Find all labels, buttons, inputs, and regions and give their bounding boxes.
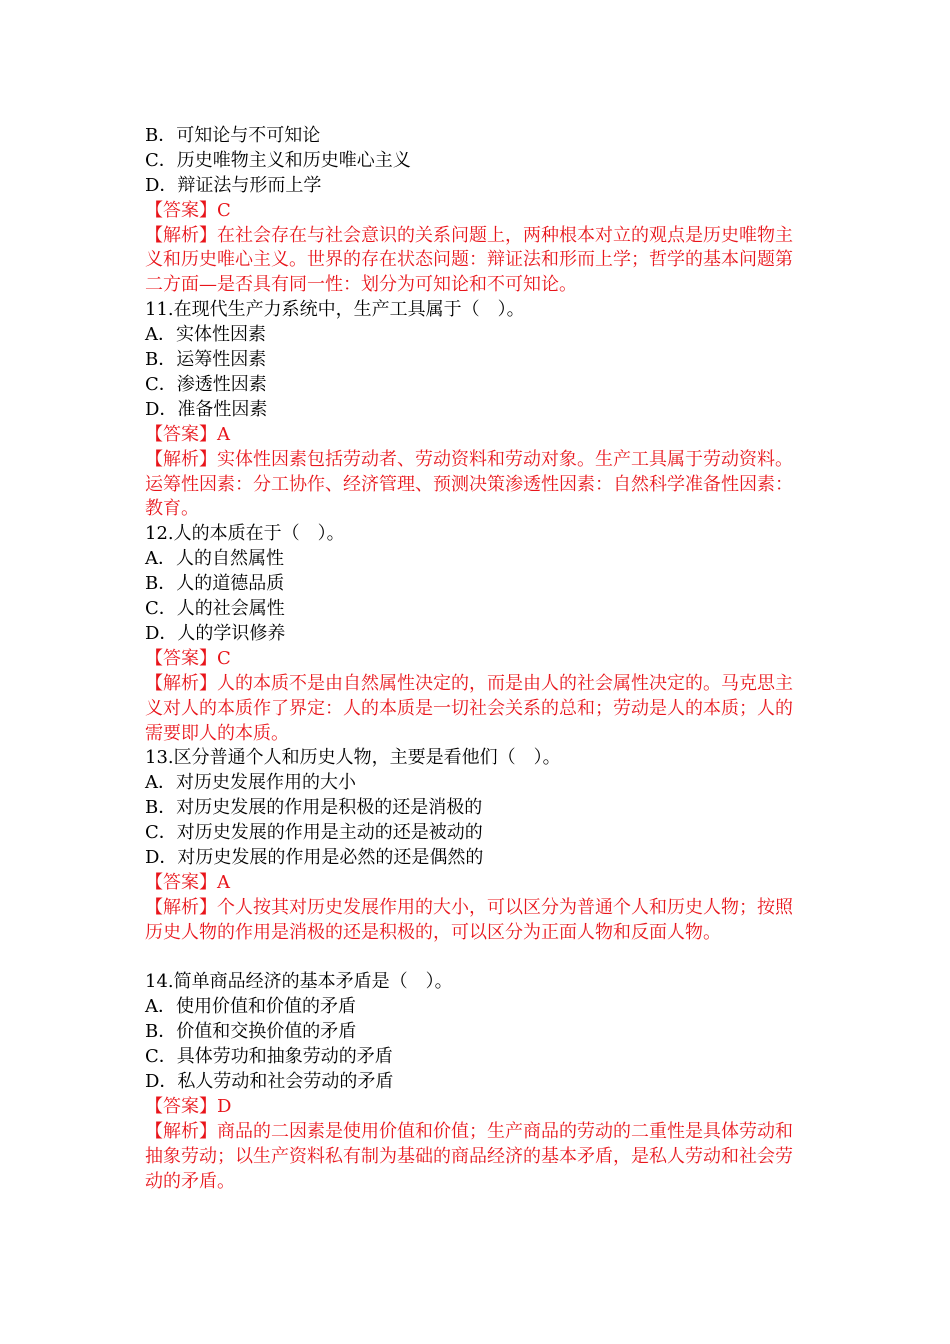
q12-option-c: C．人的社会属性 bbox=[145, 598, 285, 620]
q14-option-a: A．使用价值和价值的矛盾 bbox=[145, 996, 356, 1018]
q10-option-b: B．可知论与不可知论 bbox=[145, 125, 321, 146]
q11-option-d: D．准备性因素 bbox=[145, 398, 268, 420]
q13-analysis: 【解析】个人按其对历史发展作用的大小，可以区分为普通个人和历史人物；按照历史人物的作用是消极的还是积极的，可以区分为正面人物和反面人物。 bbox=[145, 896, 793, 943]
q14-option-b: B．价值和交换价值的矛盾 bbox=[145, 1021, 357, 1043]
q11-option-b: B．运筹性因素 bbox=[145, 349, 267, 371]
q11-option-a: A．实体性因素 bbox=[145, 324, 266, 346]
q12-option-d: D．人的学识修养 bbox=[145, 622, 286, 644]
q13-option-d: D．对历史发展的作用是必然的还是偶然的 bbox=[145, 846, 484, 868]
q12-option-b: B．人的道德品质 bbox=[145, 573, 285, 595]
q14-option-c: C．具体劳功和抽象劳动的矛盾 bbox=[145, 1046, 393, 1068]
q10-option-d: D．辩证法与形而上学 bbox=[145, 174, 322, 196]
q13-question: 13.区分普通个人和历史人物，主要是看他们（ ）。 bbox=[145, 747, 561, 769]
q13-option-a: A．对历史发展作用的大小 bbox=[145, 772, 356, 794]
q10-analysis: 【解析】在社会存在与社会意识的关系问题上，两种根本对立的观点是历史唯物主义和历史唯心主义。世界的存在状态问题：辩证法和形而上学；哲学的基本问题第二方面—是否具有同一性：划分为可知论和不可知论。 bbox=[145, 224, 793, 296]
q12-answer: 【答案】C bbox=[145, 647, 231, 669]
q11-answer: 【答案】A bbox=[145, 423, 230, 445]
q13-option-b: B．对历史发展的作用是积极的还是消极的 bbox=[145, 797, 483, 819]
document-page bbox=[145, 124, 805, 1195]
q10-option-c: C．历史唯物主义和历史唯心主义 bbox=[145, 149, 411, 171]
q11-option-c: C．渗透性因素 bbox=[145, 373, 267, 395]
q14-question: 14.简单商品经济的基本矛盾是（ ）。 bbox=[145, 971, 453, 993]
q11-question: 11.在现代生产力系统中，生产工具属于（ ）。 bbox=[145, 299, 525, 321]
blank-line bbox=[145, 946, 805, 971]
q14-analysis: 【解析】商品的二因素是使用价值和价值；生产商品的劳动的二重性是具体劳动和抽象劳动；以生产资料私有制为基础的商品经济的基本矛盾，是私人劳动和社会劳动的矛盾。 bbox=[145, 1120, 793, 1192]
q11-analysis-2: 运筹性因素：分工协作、经济管理、预测决策渗透性因素：自然科学准备性因素：教育。 bbox=[145, 473, 793, 520]
q14-answer: 【答案】D bbox=[145, 1095, 232, 1117]
q12-analysis: 【解析】人的本质不是由自然属性决定的，而是由人的社会属性决定的。马克思主义对人的本质作了界定：人的本质是一切社会关系的总和；劳动是人的本质；人的需要即人的本质。 bbox=[145, 672, 793, 744]
q14-option-d: D．私人劳动和社会劳动的矛盾 bbox=[145, 1071, 394, 1093]
q12-question: 12.人的本质在于（ ）。 bbox=[145, 523, 345, 545]
q11-analysis-1: 【解析】实体性因素包括劳动者、劳动资料和劳动对象。生产工具属于劳动资料。 bbox=[145, 448, 793, 470]
q13-answer: 【答案】A bbox=[145, 871, 230, 893]
q12-option-a: A．人的自然属性 bbox=[145, 548, 284, 570]
q10-answer: 【答案】C bbox=[145, 199, 231, 221]
q13-option-c: C．对历史发展的作用是主动的还是被动的 bbox=[145, 822, 483, 844]
